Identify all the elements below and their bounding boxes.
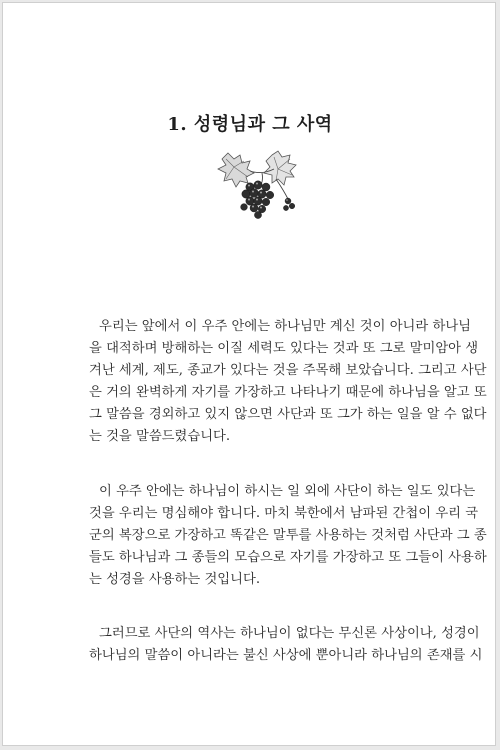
body-paragraph-2 bbox=[89, 481, 487, 591]
text-line: 을 대적하며 방해하는 이질 세력도 있다는 것과 또 그로 말미암아 생 bbox=[89, 341, 479, 356]
text-line: 군의 복장으로 가장하고 똑같은 말투를 사용하는 것처럼 사단과 그 종 bbox=[89, 528, 487, 543]
text-line: 은 거의 완벽하게 자기를 가장하고 나타나기 때문에 하나님을 알고 또 bbox=[89, 385, 487, 400]
grape-cluster-illustration bbox=[214, 149, 300, 223]
grape-leaf-right-icon bbox=[264, 151, 296, 185]
body-paragraph-3 bbox=[89, 623, 483, 667]
text-line: 들도 하나님과 그 종들의 모습으로 자기를 가장하고 또 그들이 사용하 bbox=[89, 550, 487, 565]
text-line: 는 것을 말씀드렸습니다. bbox=[89, 429, 231, 444]
text-line: 그 말씀을 경외하고 있지 않으면 사단과 또 그가 하는 일을 알 수 없다 bbox=[89, 407, 487, 422]
text-line: 이 우주 안에는 하나님이 하시는 일 외에 사단이 하는 일도 있다는 bbox=[99, 484, 476, 499]
text-line: 그러므로 사단의 역사는 하나님이 없다는 무신론 사상이나, 성경이 bbox=[99, 626, 480, 641]
chapter-title: 1. 성령님과 그 사역 bbox=[167, 114, 333, 135]
text-line: 겨난 세계, 제도, 종교가 있다는 것을 주목해 보았습니다. 그리고 사단 bbox=[89, 363, 487, 378]
book-page bbox=[2, 2, 496, 746]
body-paragraph-1 bbox=[89, 316, 487, 448]
grape-leaf-left-icon bbox=[218, 153, 254, 187]
text-line: 는 성경을 사용하는 것입니다. bbox=[89, 572, 261, 587]
text-line: 우리는 앞에서 이 우주 안에는 하나님만 계신 것이 아니라 하나님 bbox=[99, 319, 472, 334]
text-line: 하나님의 말씀이 아니라는 불신 사상에 뿐아니라 하나님의 존재를 시 bbox=[89, 648, 483, 663]
text-line: 것을 우리는 명심해야 합니다. 마치 북한에서 남파된 간첩이 우리 국 bbox=[89, 506, 479, 521]
